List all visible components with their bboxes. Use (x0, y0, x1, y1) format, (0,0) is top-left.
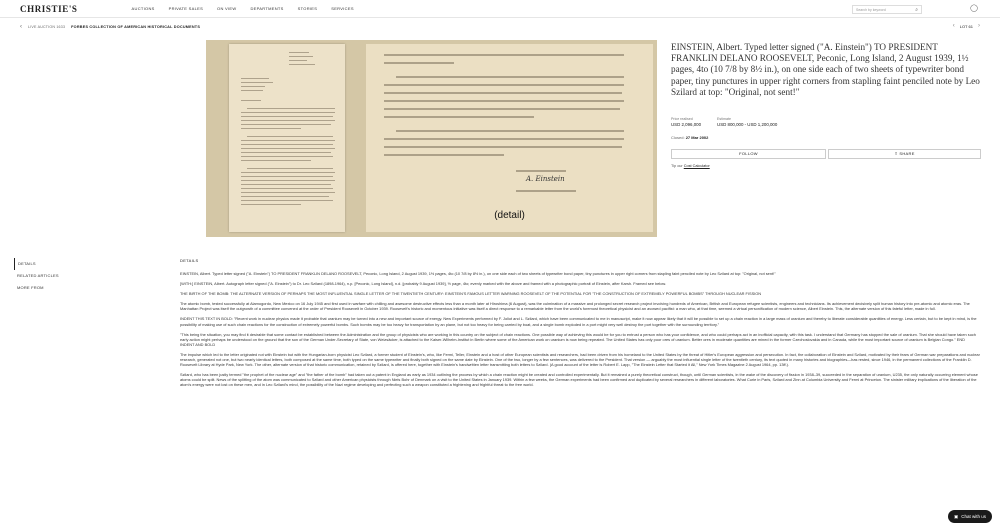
breadcrumb[interactable]: FORBES COLLECTION OF AMERICAN HISTORICAL DOCUMENTS (71, 24, 201, 29)
details-paragraph: INDENT THIS TEXT IN BOLD: "Recent work in nuclear physics made it probable that uranium may be turned into a new and important source of energy. New Experiments performed by F. Joliot and L. Szilard, which have been communicated to me in manuscript, make it now appear likely that it will be possible to set up a chain reaction in a large mass of uranium and thereby to liberate considerable quantities of energy. Less certain, but to be kept in mind, is the possibility of making use of such chain reactions for the construction of extremely powerful bombs. Such bombs may be too heavy for transportation by an plane, but not too heavy for being carried by boat, and a single bomb exploded in a port might very well destroy the port together with the surrounding territory." (180, 316, 977, 327)
lot-number: LOT 61 (959, 23, 973, 29)
estimate-value: USD 800,000 - USD 1,200,000 (717, 122, 778, 127)
details-paragraph: "This being the situation, you may find it desirable that some contact be established between the Administration and the group of physicists who are working in this country on the subject of chain reactions. One possible way of achieving this would be for you to entrust a person who has your confidence, and who could perhaps act in an inofficial capacity, with this task. I understand that Germany has stopped the sale of uranium. That she should have taken such early action might perhaps be understood on the ground that the son of the German Under-Secretary of State, von Weizsäcker, is attached to the Kaiser-Wilhelm-Institut in Berlin where some of the American work on uranium is now being repeated. The United States has only poor ores of uranium. Better ores in moderate quantities are mined in the former Czechoslovakia and in Canada, while the most important source of uranium is Belgian Congo." END INDENT AND BOLD (180, 331, 976, 347)
details-paragraph: The impulse which led to the letter originated not with Einstein but with the Hungarian-born physicist Leo Szilard, a former student of Einstein's, who, like Fermi, Teller, Einstein and a host of other European scientists and researchers, had been driven from his homeland to the United States by the threat of Hitler's European aggression and persecution. In fact, the collaboration of Einstein and Szilard, motivated by their fears of German war preparations and nuclear research, generated not one, but two nearly identical letters, both composed at the same time, both typed on the same typewriter and finally both signed on the same date by Einstein. One of the two, longer by a few sentences, was delivered to the President. That version — arguably the most influential single letter of the twentieth century, its text quoted in many histories and biographies—has rested, since 1946, in the permanent collections of the Franklin D. Roosevelt Library at Hyde Park, New York. The other, alternate version of that historic communication, retained by Szilard, is offered here, together with Einstein's handwritten letter transmitting both letters to Szilard. (A good account of the letter is Robert E. Lapp, "The Einstein Letter that Started it All," New York Times Magazine 2 August 1964, pp. 13ff.). (180, 351, 980, 368)
back-to-auction-link[interactable]: LIVE AUCTION 1633 (28, 24, 66, 29)
details-paragraph: The atomic bomb, tested successfully at Alamogordo, New Mexico on 16 July 1945 and first used in warfare with chilling and awesome destructive effects less than a month later at Hiroshima (6 August), was the culmination of a massive and prolonged secret research project involving hundreds of American, British and European refugee scientists, engineers and technicians. Its achievement decisively split human history into pre-atomic and atomic eras. The Manhattan Project was itself the outgrowth of a committee convened at the order of President Roosevelt in October 1939. Roosevelt's historic and momentous initiative was itself a direct response to a remarkable letter from the world's foremost theoretical physicist and an avowed pacifist: a man who, at that time, seemed a virtual personification of modern science, Albert Einstein. This, the alternate version of this fateful letter, made in full. (180, 301, 970, 312)
next-lot-icon[interactable]: › (978, 23, 980, 29)
price-realised-label: Price realised (671, 117, 693, 121)
chat-icon: ▣ (953, 513, 959, 519)
nav-on-view[interactable]: ON VIEW (217, 6, 237, 11)
search-placeholder: Search by keyword (856, 8, 886, 12)
price-summary (671, 117, 777, 127)
letter-detail-image (366, 44, 653, 232)
lot-breadcrumb-bar (0, 18, 1000, 35)
closed-date: Closed: 27 Mar 2002 (671, 135, 709, 140)
details-paragraph: THE BIRTH OF THE BOMB: THE ALTERNATE VERSION OF PERHAPS THE MOST INFLUENTIAL SINGLE LETTER OF THE TWENTIETH CENTURY: EINSTEIN'S FAMOUS LETTER WARNING ROOSEVELT OF THE POTENTIAL FOR "THE CONSTRUCTION OF EXTREMELY POWERFUL BOMBS" THROUGH NUCLEAR FISSION (180, 291, 762, 297)
account-icon[interactable]: ◯ (970, 5, 978, 12)
search-icon[interactable]: ⌕ (915, 7, 918, 13)
previous-lot-icon[interactable]: ‹ (952, 23, 955, 29)
follow-button[interactable]: FOLLOW (671, 149, 826, 159)
signature-image: A. Einstein (526, 175, 565, 183)
price-realised-value: USD 2,096,000 (671, 122, 702, 127)
section-related-articles[interactable]: RELATED ARTICLES (17, 273, 59, 278)
nav-private-sales[interactable]: PRIVATE SALES (168, 6, 204, 11)
lot-title: EINSTEIN, Albert. Typed letter signed ("A. Einstein") TO PRESIDENT FRANKLIN DELANO ROOSEVELT, Peconic, Long Island, 2 August 1939, 1½ pages, 4to (10 7/8 by 8½ in.), on one side each of two sheets of typewriter bond paper, tiny punctures in upper right corners from stapling faint penciled note by Leo Szilard at top: "Original, not sent!" (671, 42, 980, 97)
nav-auctions[interactable]: AUCTIONS (131, 6, 155, 11)
nav-stories[interactable]: STORIES (297, 6, 318, 11)
lot-image-viewer[interactable] (206, 40, 657, 237)
cost-calculator-tip: Tip our Cost Calculator (671, 164, 710, 168)
search-input[interactable] (852, 5, 922, 14)
details-paragraph: [WITH:] EINSTEIN, Albert. Autograph letter signed ("A. Einstein") to Dr. Leo Szilard (1898-1964), n.p. [Peconic, Long Island], n.d. [probably 9 August 1939], ½ page, 4to; evenly marked with the above and framed with a photographic portrait of Einstein, after Karsh. Framed see below. (180, 281, 667, 287)
chat-button[interactable]: ▣ Chat with us (948, 510, 992, 523)
nav-services[interactable]: SERVICES (331, 6, 354, 11)
lot-details (180, 258, 980, 393)
top-navigation (0, 0, 1000, 18)
letter-page-image (229, 44, 345, 232)
details-heading: DETAILS (180, 258, 199, 263)
christies-logo[interactable]: CHRISTIE'S (20, 3, 78, 14)
lot-pagination (953, 23, 980, 29)
cost-calculator-link[interactable]: Cost Calculator (683, 164, 710, 168)
lot-section-nav (14, 258, 154, 294)
back-chevron-icon[interactable]: ‹ (20, 23, 22, 30)
nav-departments[interactable]: DEPARTMENTS (250, 6, 284, 11)
lot-info-panel (671, 42, 981, 168)
section-more-from[interactable]: MORE FROM (17, 285, 44, 290)
details-paragraph: Szilard, who has been justly termed "the prophet of the nuclear age" and "the father of the bomb" had taken out a patent in England as early as 1934 outlining the process by which a chain reaction might be created and controlled experimentally. But it remained a purely theoretical construct, though, until German scientists, in the wake of the discovery of fission in 1938–39, succeeded in the separation of uranium, U235, the only naturally occurring element whose atoms could be split. News of the splitting of the atom was communicated to Szilard and other American physicists through Niels Bohr of Denmark on a visit to the United States in January 1939. Within a few weeks, the German experiments had been confirmed and duplicated by several researchers in different laboratories. What Curie in Paris, Szilard and Zinn at Columbia University and Fermi at Princeton. The sinister military implications of the liberation of the atom's energy were not lost on these men, and in Leo Szilard's mind, the possibility of the Nazi regime developing and perfecting such a weapon constituted a frightening and frightful threat to the free world. (180, 372, 978, 388)
section-details[interactable]: DETAILS (14, 258, 154, 270)
image-caption: (detail) (494, 210, 525, 221)
details-paragraph: EINSTEIN, Albert. Typed letter signed ("A. Einstein") TO PRESIDENT FRANKLIN DELANO ROOSEVELT, Peconic, Long Island, 2 August 1939, 1½ pages, 4to (10 7/8 by 8½ in.), on one side each of two sheets of typewriter bond paper, tiny punctures in upper right corners from stapling faint penciled note by Leo Szilard at top: "Original, not sent!" (180, 271, 776, 276)
share-icon: ⇪ (894, 151, 898, 156)
estimate-label: Estimate (717, 117, 732, 121)
share-button[interactable]: ⇪ SHARE (828, 149, 981, 159)
